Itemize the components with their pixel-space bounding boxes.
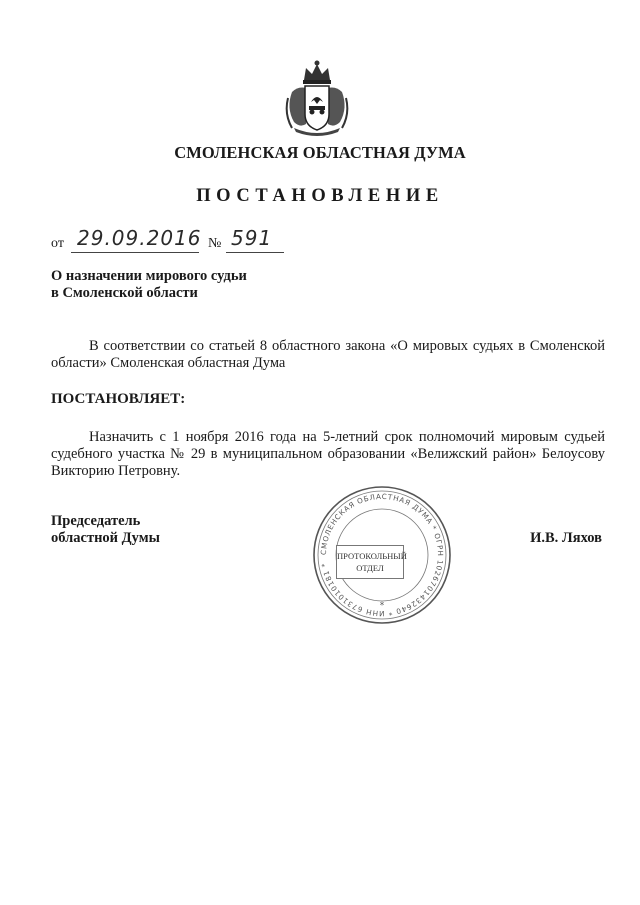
signatory-name: И.В. Ляхов: [530, 530, 602, 546]
organization-name: СМОЛЕНСКАЯ ОБЛАСТНАЯ ДУМА: [174, 143, 466, 162]
signatory-title-line-2: областной Думы: [51, 530, 160, 546]
signatory-title: [51, 513, 231, 547]
seal-department-box: [336, 545, 407, 579]
dateline: [51, 226, 351, 252]
signatory-title-line-1: Председатель: [51, 513, 141, 529]
document-type: ПОСТАНОВЛЕНИЕ: [196, 186, 444, 206]
handwritten-number: 591: [231, 226, 273, 250]
seal-ring-text: СМОЛЕНСКАЯ ОБЛАСТНАЯ ДУМА * ОГРН 1026701432640 * ИНН 6731010181 *: [318, 491, 446, 619]
svg-text:*: *: [379, 601, 385, 611]
date-from-label: от: [51, 236, 64, 251]
resolution-paragraph: Назначить с 1 ноября 2016 года на 5-летний срок полномочий мировым судьей судебного участка № 29 в муниципальном образовании «Велижский район» Белоусову Викторию Петровну.: [51, 429, 605, 479]
preamble-paragraph: В соответствии со статьей 8 областного закона «О мировых судьях в Смоленской области» Смоленская областная Дума: [51, 338, 605, 371]
subject-line-2: в Смоленской области: [51, 285, 198, 301]
subject-line-1: О назначении мирового судьи: [51, 268, 247, 284]
seal-box-line-2: ОТДЕЛ: [356, 563, 384, 573]
number-underline: [226, 252, 284, 253]
handwritten-date: 29.09.2016: [77, 226, 202, 250]
document-subject: [51, 268, 351, 302]
seal-box-line-1: ПРОТОКОЛЬНЫЙ: [337, 551, 407, 561]
resolves-heading: ПОСТАНОВЛЯЕТ:: [51, 391, 186, 407]
coat-of-arms-icon: [284, 58, 350, 138]
date-underline: [71, 252, 199, 253]
number-label: №: [208, 236, 222, 251]
